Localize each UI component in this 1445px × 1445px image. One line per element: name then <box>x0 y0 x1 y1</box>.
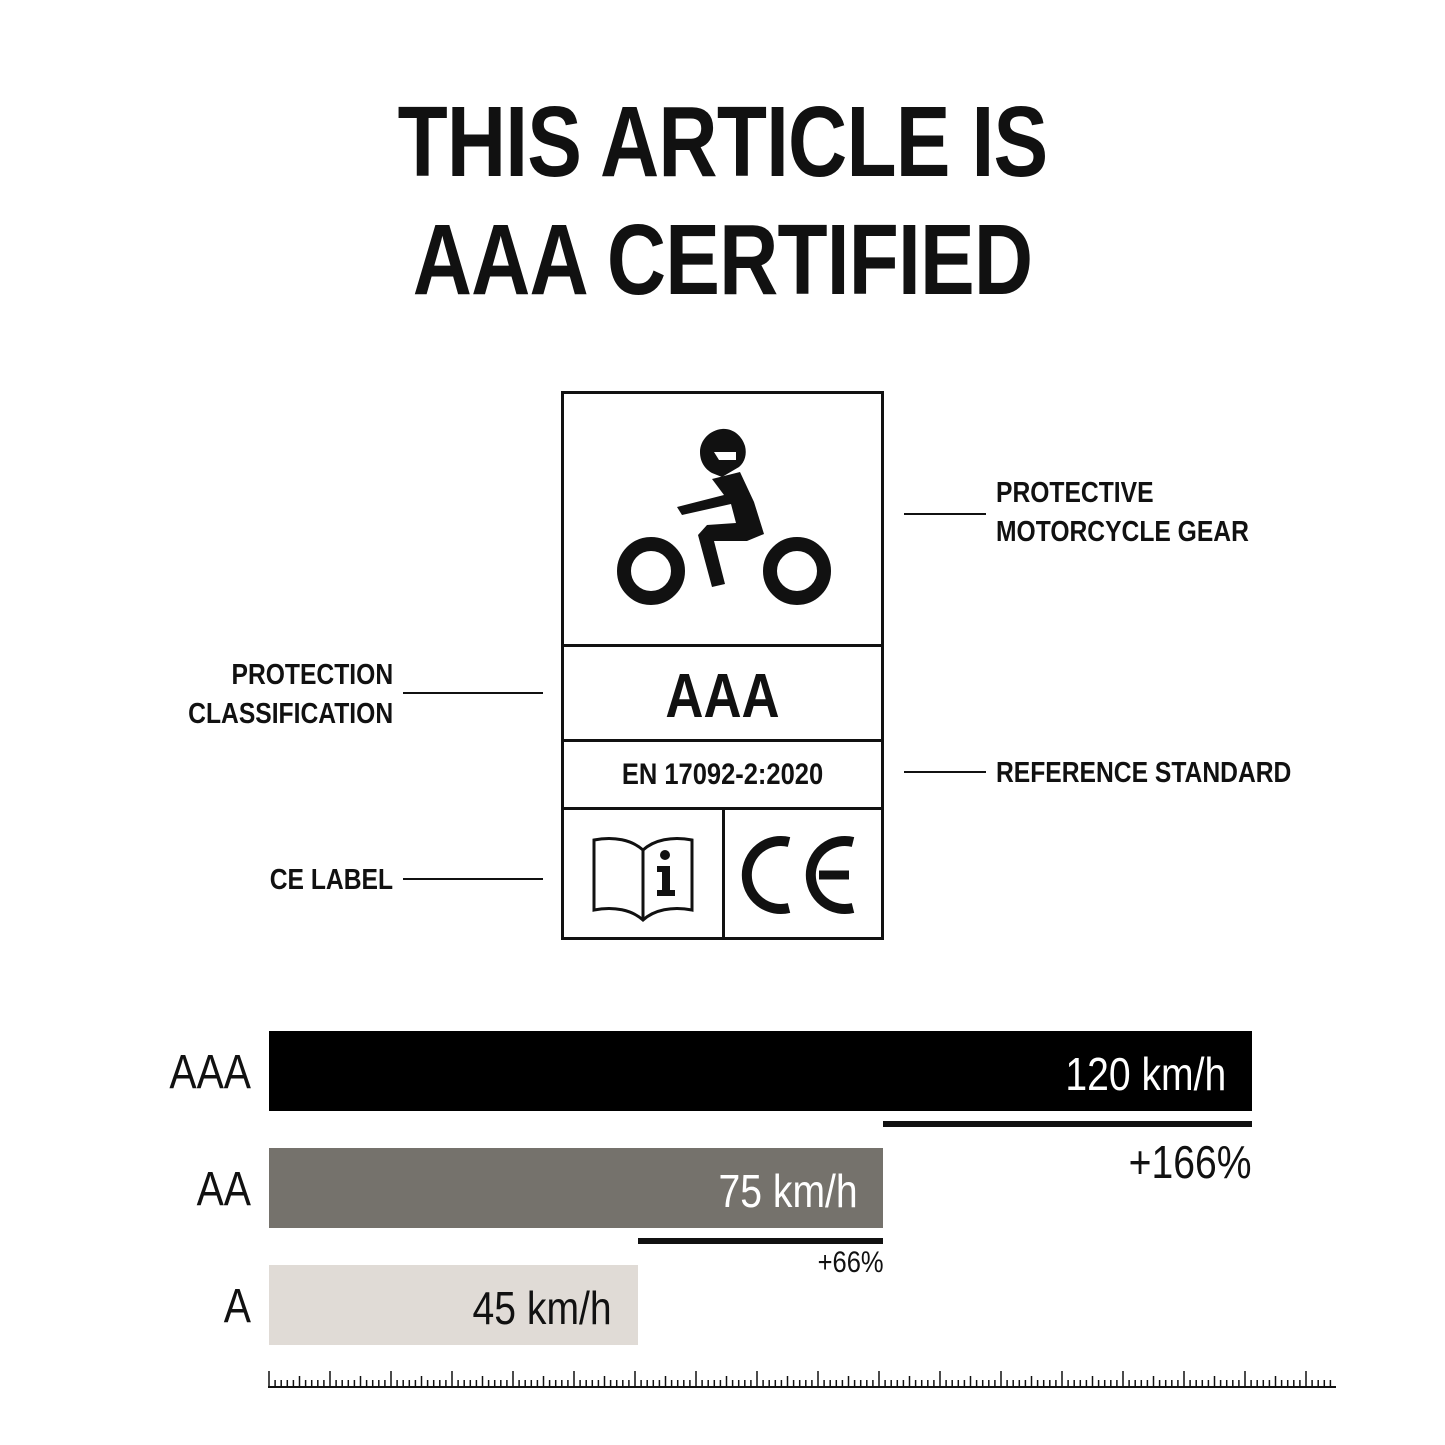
category-label: AA <box>196 1163 251 1216</box>
ce-mark-icon <box>725 810 883 940</box>
bar-value-label: 45 km/h <box>472 1282 612 1334</box>
callout-line-classification <box>403 692 543 694</box>
category-label: A <box>223 1280 251 1333</box>
bar <box>269 1265 638 1345</box>
page-title-line-1: THIS ARTICLE IS <box>397 86 1048 198</box>
callout-class-line-1: PROTECTION <box>231 659 393 691</box>
standard-row <box>564 742 881 810</box>
callout-line-ce <box>403 878 543 880</box>
callout-ce-label: CE LABEL <box>269 864 393 896</box>
motorcyclist-icon <box>564 394 881 644</box>
callout-protective-gear <box>996 474 1249 552</box>
category-label: AAA <box>169 1046 251 1099</box>
callout-line-standard <box>904 771 986 773</box>
bar-value-label: 120 km/h <box>1065 1048 1226 1100</box>
bar <box>269 1031 1252 1111</box>
standard-value: EN 17092-2:2020 <box>621 758 824 791</box>
pictogram-area <box>564 394 881 647</box>
bar <box>269 1148 883 1228</box>
difference-label: +66% <box>817 1246 884 1279</box>
difference-line <box>883 1121 1252 1127</box>
difference-line <box>638 1238 884 1244</box>
certification-label <box>561 391 884 940</box>
bar-value-label: 75 km/h <box>718 1165 858 1217</box>
scale-ruler <box>0 1365 1445 1405</box>
ce-marks-row <box>564 810 881 940</box>
classification-row <box>564 647 881 742</box>
classification-value: AAA <box>665 662 780 731</box>
callout-gear-line-2: MOTORCYCLE GEAR <box>996 516 1249 548</box>
difference-label: +166% <box>1129 1136 1252 1188</box>
callout-protection-classification <box>188 656 393 734</box>
info-booklet-icon <box>564 810 722 940</box>
page-title-line-2: AAA CERTIFIED <box>412 204 1033 316</box>
callout-gear-line-1: PROTECTIVE <box>996 477 1154 509</box>
callout-class-line-2: CLASSIFICATION <box>188 698 393 730</box>
callout-line-gear <box>904 513 986 515</box>
callout-reference-standard: REFERENCE STANDARD <box>996 757 1292 789</box>
